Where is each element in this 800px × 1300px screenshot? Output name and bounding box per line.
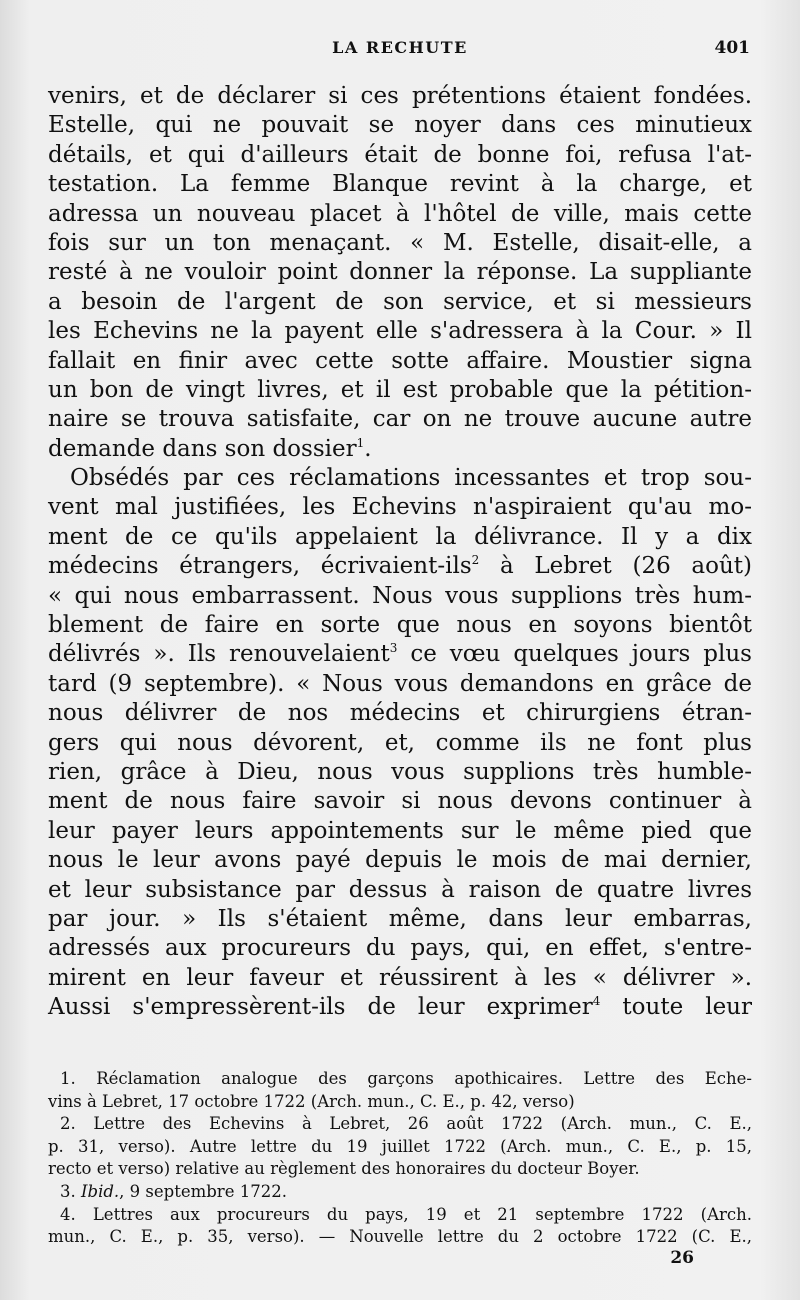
text-line: nous délivrer de nos médecins et chirurgiens étran- <box>48 700 752 727</box>
text-line: détails, et qui d'ailleurs était de bonne foi, refusa l'at- <box>48 141 752 168</box>
text-line: fallait en finir avec cette sotte affaire. Moustier signa <box>48 347 752 374</box>
text-line: un bon de vingt livres, et il est probable que la pétition- <box>48 376 752 403</box>
text-line: par jour. » Ils s'étaient même, dans leur embarras, <box>48 905 752 932</box>
footnote-line <box>48 1181 752 1204</box>
text-line: adressa un nouveau placet à l'hôtel de ville, mais cette <box>48 200 752 227</box>
footnote-line: recto et verso) relative au règlement des honoraires du docteur Boyer. <box>48 1159 640 1179</box>
text-line: ment de ce qu'ils appelaient la délivrance. Il y a dix <box>48 523 752 550</box>
footnote-line: vins à Lebret, 17 octobre 1722 (Arch. mun., C. E., p. 42, verso) <box>48 1091 575 1111</box>
text-line: testation. La femme Blanque revint à la charge, et <box>48 171 752 198</box>
text-fragment: ce vœu quelques jours plus <box>397 641 752 668</box>
footnote-line: 4. Lettres aux procureurs du pays, 19 et 21 septembre 1722 (Arch. <box>60 1204 752 1224</box>
text-line: les Echevins ne la payent elle s'adressera à la Cour. » Il <box>48 318 752 345</box>
page-header <box>0 38 800 62</box>
footnote-line: 1. Réclamation analogue des garçons apothicaires. Lettre des Eche- <box>60 1069 752 1088</box>
text-line <box>48 435 752 464</box>
text-line: vent mal justifiées, les Echevins n'aspiraient qu'au mo- <box>48 494 752 521</box>
text-line: naire se trouva satisfaite, car on ne trouve aucune autre <box>48 406 752 433</box>
text-line: venirs, et de déclarer si ces prétentions étaient fondées. <box>48 83 752 109</box>
text-fragment: demande dans son dossier <box>48 435 357 462</box>
footnote-text: , 9 septembre 1722. <box>119 1181 287 1201</box>
main-text <box>48 82 752 1023</box>
footnote-ref: 2 <box>471 553 480 568</box>
text-line: nous le leur avons payé depuis le mois de mai dernier, <box>48 847 752 874</box>
text-line: leur payer leurs appointements sur le même pied que <box>48 817 752 844</box>
text-line <box>48 552 752 581</box>
text-line: « qui nous embarrassent. Nous vous supplions très hum- <box>48 582 752 609</box>
footnote-line: p. 31, verso). Autre lettre du 19 juillet 1722 (Arch. mun., C. E., p. 15, <box>48 1136 752 1156</box>
text-line <box>48 640 752 669</box>
text-fragment: médecins étrangers, écrivaient-ils <box>48 553 472 580</box>
text-fragment: toute leur <box>600 994 752 1021</box>
text-line: blement de faire en sorte que nous en soyons bientôt <box>48 612 752 639</box>
text-line: gers qui nous dévorent, et, comme ils ne font plus <box>48 729 752 756</box>
footnote-line: 2. Lettre des Echevins à Lebret, 26 août 1722 (Arch. mun., C. E., <box>60 1114 752 1134</box>
footnote-line: mun., C. E., p. 35, verso). — Nouvelle lettre du 2 octobre 1722 (C. E., <box>48 1227 752 1247</box>
text-fragment: . <box>364 435 372 462</box>
footnote-number: 3. <box>60 1181 81 1201</box>
text-fragment: à Lebret (26 août) <box>479 553 752 580</box>
text-line: ment de nous faire savoir si nous devons continuer à <box>48 788 752 815</box>
text-line: adressés aux procureurs du pays, qui, en effet, s'entre- <box>48 935 752 962</box>
text-line: resté à ne vouloir point donner la réponse. La suppliante <box>48 259 752 286</box>
footnote-ref: 1 <box>356 435 365 450</box>
text-line: mirent en leur faveur et réussirent à les « délivrer ». <box>48 964 752 991</box>
text-line: Estelle, qui ne pouvait se noyer dans ces minutieux <box>48 112 752 139</box>
text-fragment: Aussi s'empressèrent-ils de leur exprimer <box>48 994 593 1021</box>
text-line: rien, grâce à Dieu, nous vous supplions très humble- <box>48 758 752 785</box>
footnotes <box>48 1068 752 1249</box>
signature-mark: 26 <box>670 1248 694 1268</box>
page-number: 401 <box>714 38 750 58</box>
text-line: a besoin de l'argent de son service, et si messieurs <box>48 288 752 315</box>
footnote-ref: 4 <box>592 994 601 1009</box>
text-fragment: délivrés ». Ils renouvelaient <box>48 641 390 668</box>
text-line: Obsédés par ces réclamations incessantes et trop sou- <box>70 465 752 492</box>
running-title: LA RECHUTE <box>332 38 468 57</box>
footnote-ibid: Ibid. <box>81 1181 120 1201</box>
text-line: et leur subsistance par dessus à raison de quatre livres <box>48 876 752 903</box>
text-line <box>48 993 752 1022</box>
footnote-ref: 3 <box>389 641 398 656</box>
text-line: tard (9 septembre). « Nous vous demandons en grâce de <box>48 670 752 697</box>
text-line: fois sur un ton menaçant. « M. Estelle, disait-elle, a <box>48 229 752 256</box>
